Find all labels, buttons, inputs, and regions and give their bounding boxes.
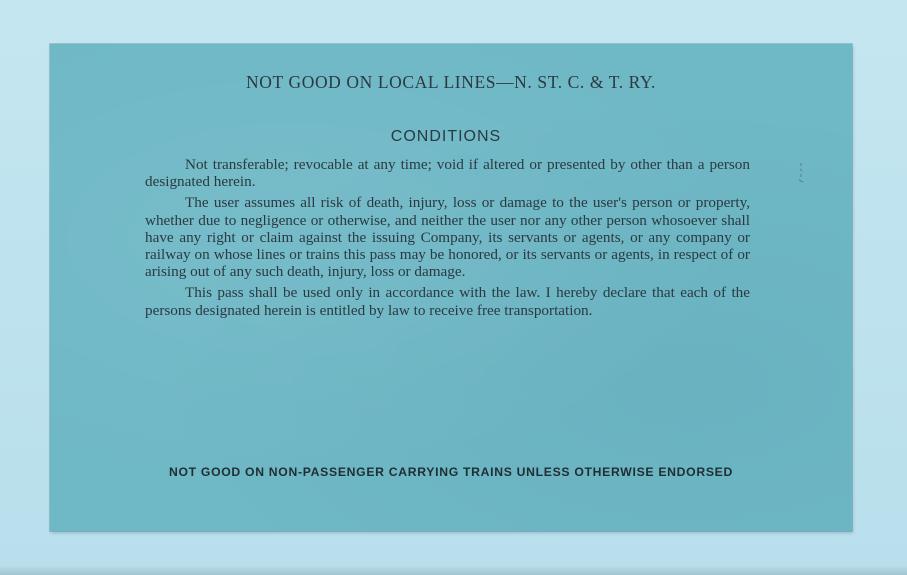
card-footer: NOT GOOD ON NON-PASSENGER CARRYING TRAINS UNLESS OTHERWISE ENDORSED <box>168 465 733 479</box>
faint-stamp-mark-icon <box>796 162 806 184</box>
conditions-title: CONDITIONS <box>390 128 502 145</box>
conditions-text <box>145 156 750 323</box>
condition-paragraph-2: The user assumes all risk of death, injury, loss or damage to the user's person or property, whether due to negligence or otherwise, and neither the user nor any other person whosoever shall have any right or claim against the issuing Company, its servants or agents, or any company or railway on whose lines or trains this pass may be honored, or its servants or agents, in respect of or arising out of any such death, injury, loss or damage. <box>145 194 750 281</box>
condition-paragraph-3: This pass shall be used only in accordance with the law. I hereby declare that each of the persons designated herein is entitled by law to receive free transportation. <box>145 284 750 319</box>
bottom-edge-shadow <box>0 565 907 575</box>
railroad-pass-card <box>50 44 852 531</box>
card-header: NOT GOOD ON LOCAL LINES—N. ST. C. & T. RY. <box>246 72 656 92</box>
condition-paragraph-1: Not transferable; revocable at any time; void if altered or presented by other than a person designated herein. <box>145 156 750 191</box>
